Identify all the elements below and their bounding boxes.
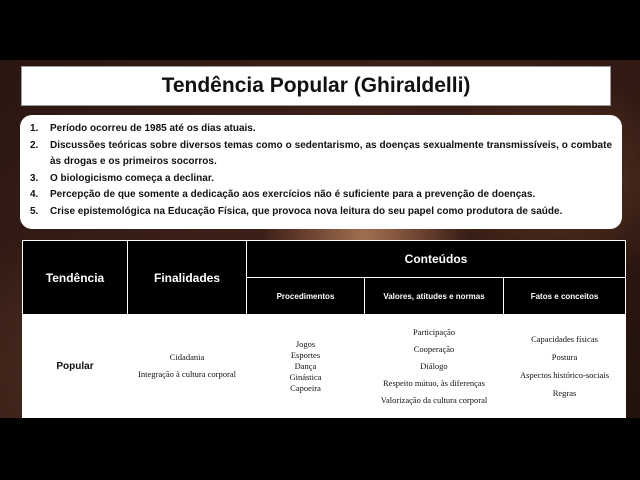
header-tendencia: Tendência (23, 241, 128, 315)
cell-fatos (504, 315, 626, 418)
list-text: Percepção de que somente a dedicação aos exercícios não é suficiente para a prevenção de doenças. (50, 189, 536, 200)
header-finalidades: Finalidades (128, 241, 247, 315)
procedimento-item: Capoeira (290, 382, 321, 393)
list-text: Discussões teóricas sobre diversos temas como o sedentarismo, as doenças sexualmente transmissíveis, o combate às drogas e os primeiros socorros. (50, 139, 612, 167)
slide-title: Tendência Popular (Ghiraldelli) (161, 74, 471, 97)
fato-item: Postura (551, 352, 578, 362)
header-conteudos: Conteúdos (247, 241, 626, 278)
valor-item: Participação (412, 326, 455, 337)
list-item (30, 121, 612, 138)
fato-item: Capacidades físicas (531, 334, 598, 344)
list-item (30, 171, 612, 188)
procedimento-item: Dança (294, 360, 317, 371)
fato-item: Aspectos histórico-sociais (520, 370, 609, 380)
points-box (20, 115, 622, 229)
procedimento-item: Ginástica (289, 371, 322, 382)
slide (0, 60, 640, 418)
valor-item: Cooperação (413, 343, 455, 354)
cell-tendencia: Popular (23, 315, 128, 418)
procedimento-item: Esportes (290, 349, 321, 360)
valor-item: Diálogo (420, 360, 448, 371)
list-text: Crise epistemológica na Educação Física, que provoca nova leitura do seu papel como produtora de saúde. (50, 205, 563, 217)
cell-finalidades (128, 315, 247, 418)
list-item (30, 187, 612, 204)
tendency-table (22, 240, 626, 418)
list-number: 5. (30, 205, 39, 217)
cell-procedimentos (247, 315, 365, 418)
finalidade-item: Integração à cultura corporal (138, 369, 236, 379)
list-number: 1. (30, 123, 39, 134)
list-number: 2. (30, 139, 39, 151)
valor-item: Valorização da cultura corporal (380, 394, 488, 405)
cell-valores (365, 315, 504, 418)
fato-item: Regras (552, 388, 577, 398)
list-text: Período ocorreu de 1985 até os dias atuais. (50, 123, 256, 134)
list-text: O biologicismo começa a declinar. (50, 172, 214, 184)
list-number: 4. (30, 189, 39, 200)
header-fatos: Fatos e conceitos (504, 278, 626, 315)
points-list (30, 121, 612, 220)
header-valores: Valores, atitudes e normas (365, 278, 504, 315)
finalidade-item: Cidadania (169, 352, 205, 362)
list-number: 3. (30, 172, 39, 184)
header-procedimentos: Procedimentos (247, 278, 365, 315)
procedimento-item: Jogos (295, 338, 316, 349)
valor-item: Respeito mútuo, às diferenças (383, 377, 485, 388)
list-item (30, 138, 612, 171)
title-box (21, 66, 611, 106)
list-item (30, 204, 612, 221)
